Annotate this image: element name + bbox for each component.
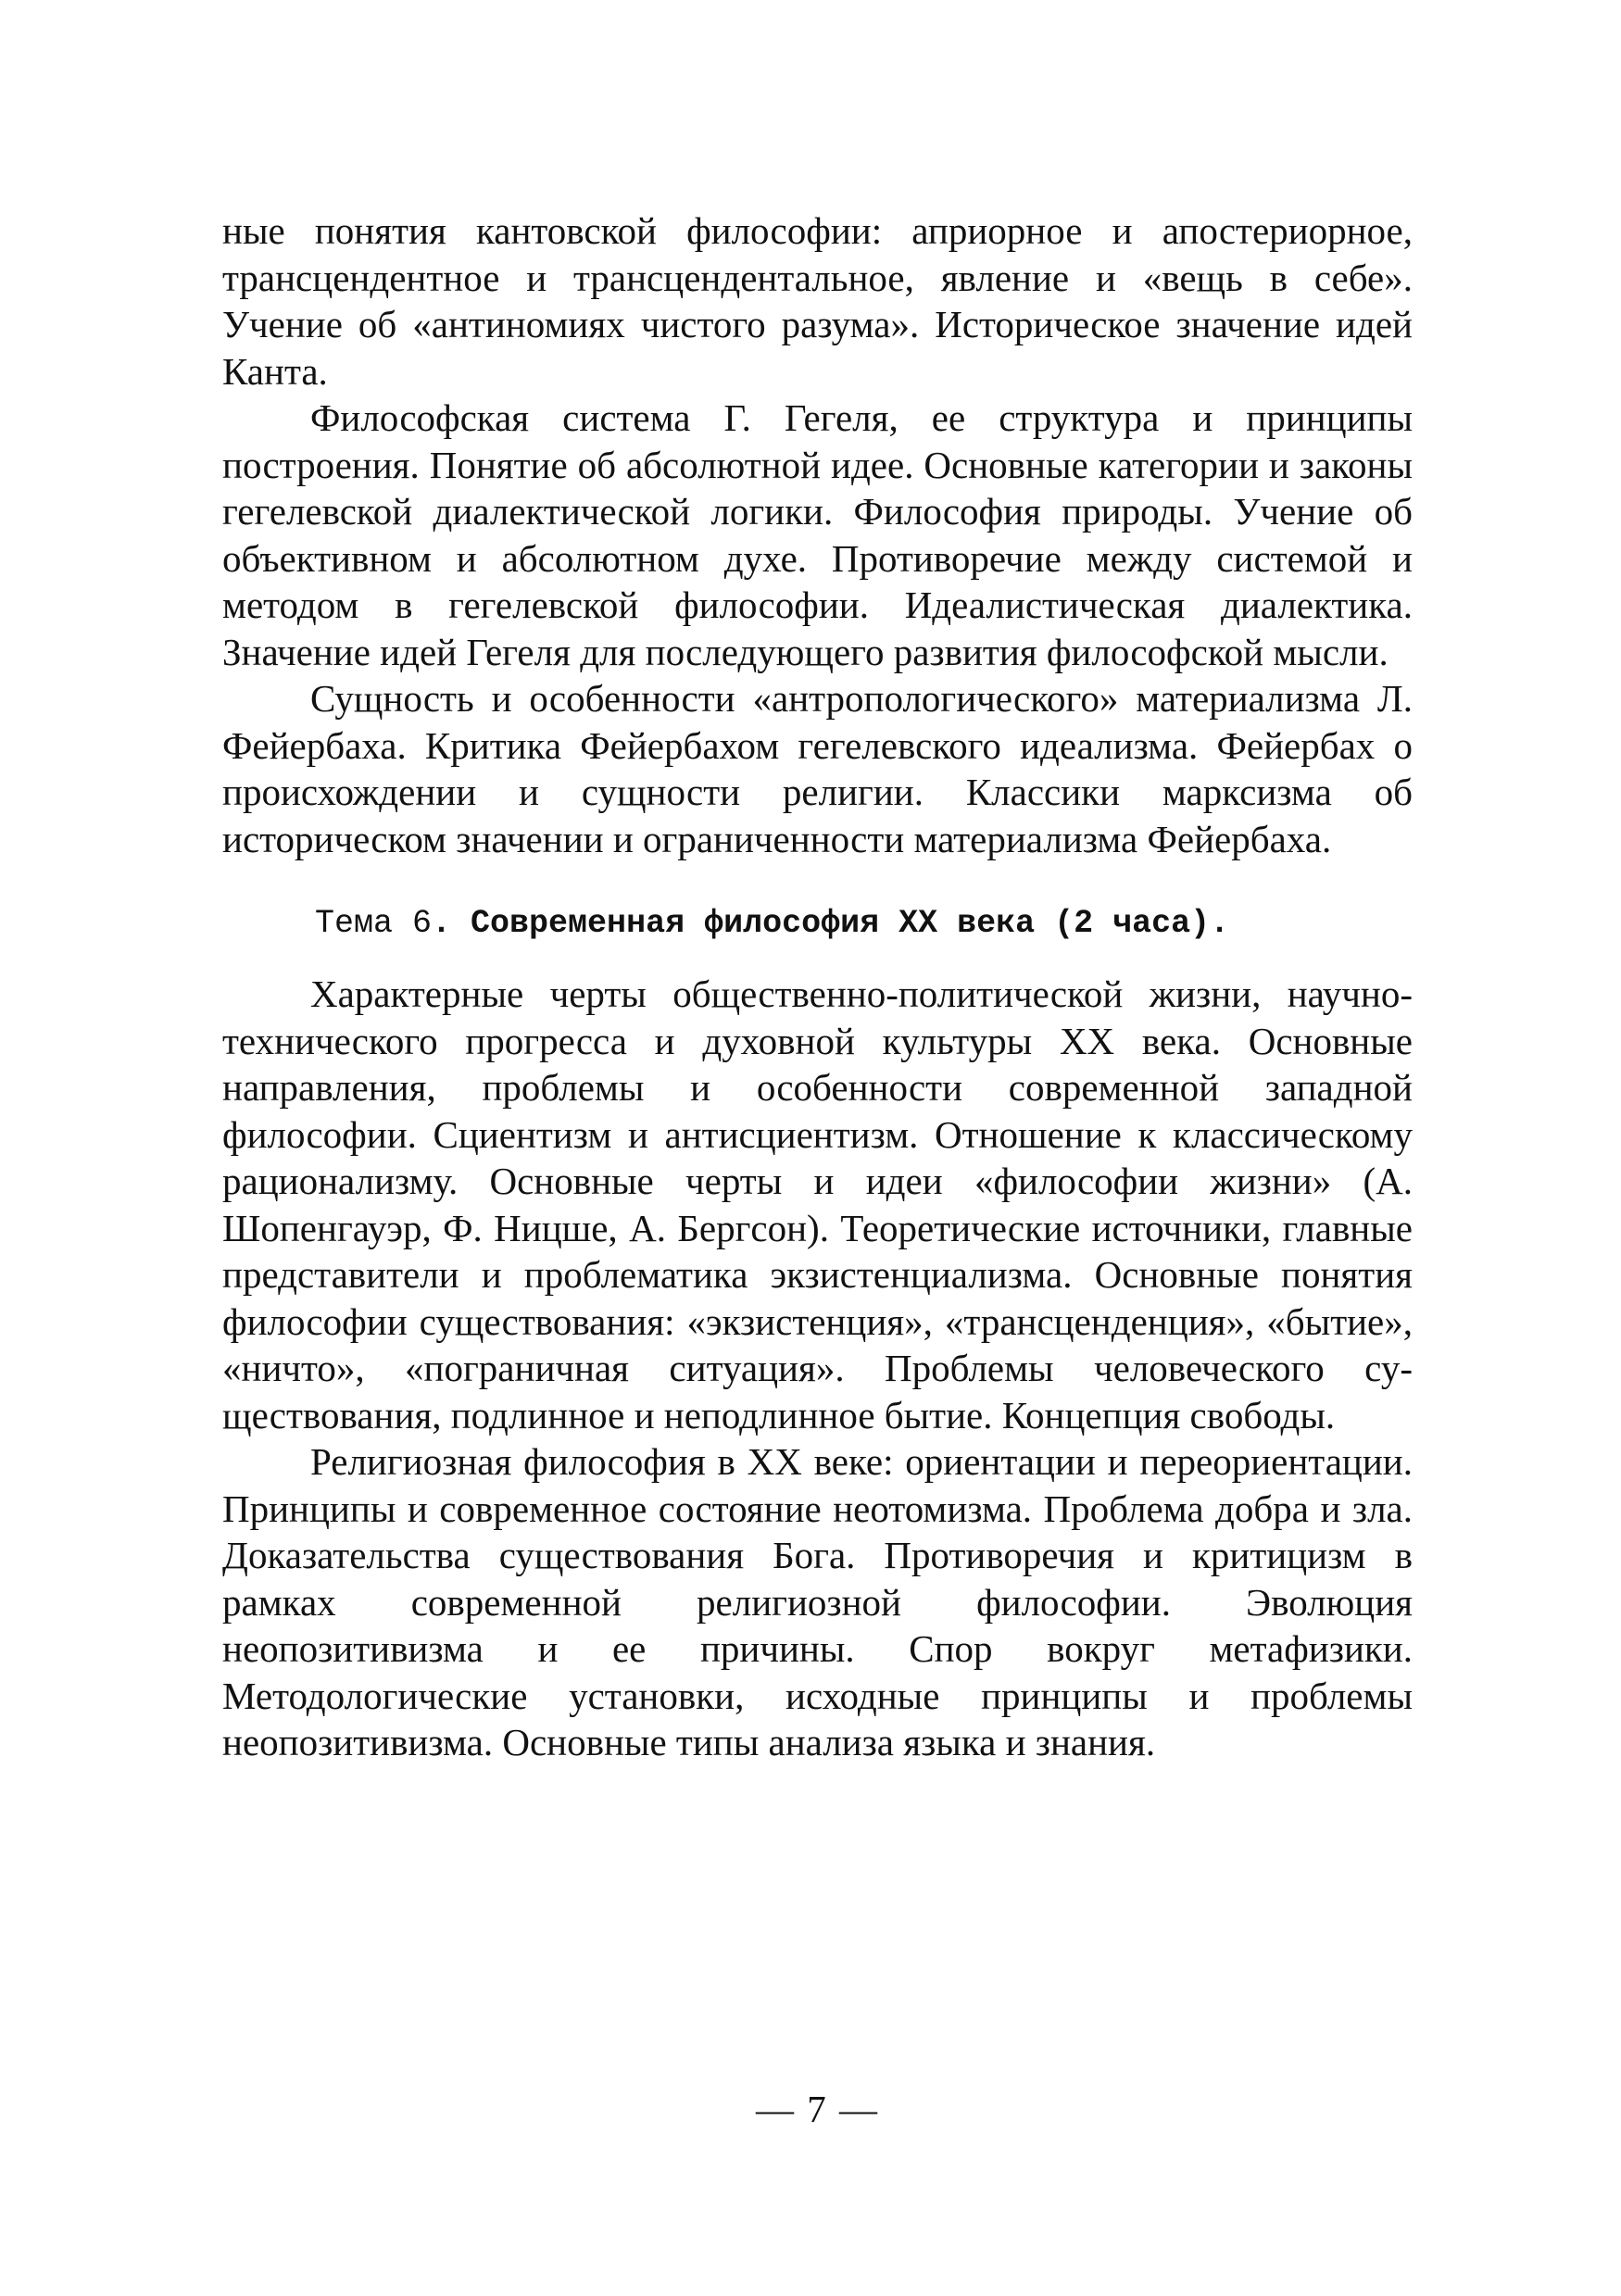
paragraph-feuerbach: Сущность и особенности «антропологического» материализма Л. Фейербаха. Критика Фейербахом гегелевского идеализма. Фейербах о происхождении и сущности религии. Классики марксизма об историческом значении и ограниченности материализма Фейербаха. bbox=[222, 677, 1413, 860]
topic-heading bbox=[222, 900, 1413, 947]
paragraph-religious-philosophy: Религиозная философия в XX веке: ориентации и переориентации. Принципы и современное состояние неотомизма. Проблема добра и зла. Доказательства существования Бога. Противоречия и критицизм в рамках современной религиозной философии. Эволюция неопозитивизма и ее причины. Спор вокруг метафизики. Методологические установки, исходные принципы и проблемы неопозитивизма. Основные типы анализа языка и знания. bbox=[222, 1440, 1413, 1763]
topic-label: Тема 6 bbox=[315, 905, 433, 942]
paragraph-kant-continuation: ные понятия кантовской философии: априорное и апостериорное, трансцендентное и трансцендентальное, явление и «вещь в себе». Учение об «антиномиях чистого разума». Историческое значение идей Канта. bbox=[222, 209, 1413, 393]
page-number: — 7 — bbox=[756, 2088, 879, 2130]
topic-title: . Современная философия XX века (2 часа). bbox=[432, 905, 1230, 942]
paragraph-20th-century-features: Характерные черты общественно-политической жизни, научно-технического прогресса и духовной культуры XX века. Основные направления, проблемы и особенности современной западной философии. Сциентизм и антисциентизм. Отношение к классическому рационализму. Основные черты и идеи «философии жизни» (А. Шопенгауэр, Ф. Ницше, А. Бергсон). Теоретические источники, главные представители и проблематика экзистенциализма. Основные понятия философии существования: «экзистенция», «трансценденция», «бытие», «ничто», «пограничная ситуация». Проблемы человеческого существования, подлинное и неподлинное бытие. Концепция свободы. bbox=[222, 972, 1413, 1437]
document-page bbox=[222, 207, 1413, 2282]
paragraph-hegel: Философская система Г. Гегеля, ее структура и принципы построения. Понятие об абсолютной идее. Основные категории и законы гегелевской диалектической логики. Философия природы. Учение об объективном и абсолютном духе. Противоречие между системой и методом в гегелевской философии. Идеалистическая диалектика. Значение идей Гегеля для последующего развития философской мысли. bbox=[222, 396, 1413, 673]
